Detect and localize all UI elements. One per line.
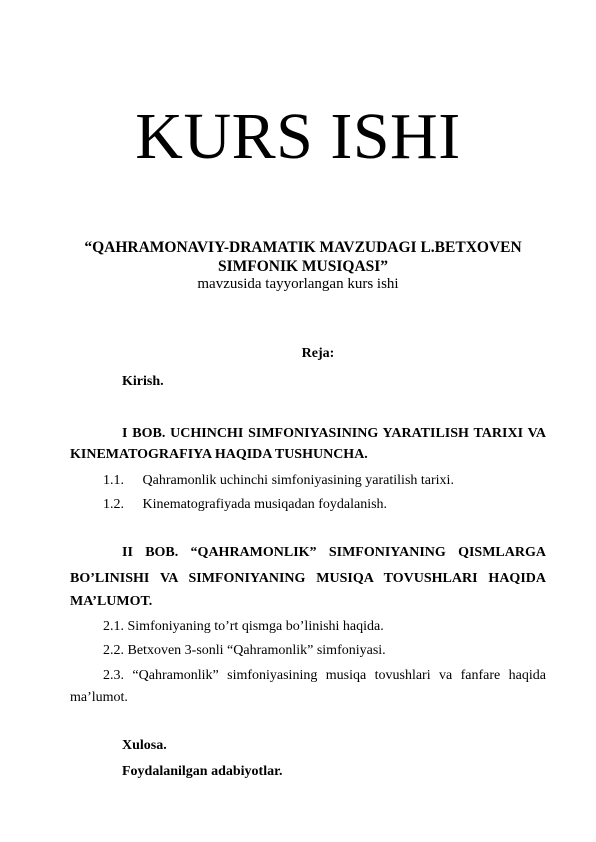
chapter1-heading-line1: I BOB. UCHINCHI SIMFONIYASINING YARATILISH TARIXI VA [122, 426, 546, 441]
chapter2-item3-line2: ma’lumot. [70, 690, 128, 705]
chapter2-item: 2.2. Betxoven 3-sonli “Qahramonlik” simfoniyasi. [103, 643, 386, 658]
item-text: Qahramonlik uchinchi simfoniyasining yaratilish tarixi. [142, 473, 454, 488]
chapter1-item [103, 496, 387, 514]
references-item: Foydalanilgan adabiyotlar. [122, 764, 283, 779]
chapter2-heading-line1: II BOB. “QAHRAMONLIK” SIMFONIYANING QISMLARGA [122, 545, 546, 560]
item-number: 1.1. [103, 473, 124, 488]
chapter1-item [103, 472, 454, 490]
intro-item: Kirish. [122, 374, 164, 389]
conclusion-item: Xulosa. [122, 738, 167, 753]
topic-subtitle: mavzusida tayyorlangan kurs ishi [197, 276, 399, 292]
chapter2-item: 2.1. Simfoniyaning to’rt qismga bo’linishi haqida. [103, 619, 384, 634]
chapter2-item3-line1: 2.3. “Qahramonlik” simfoniyasining musiqa tovushlari va fanfare haqida [103, 668, 546, 683]
item-text: Kinematografiyada musiqadan foydalanish. [142, 497, 388, 512]
chapter2-heading-line3: MA’LUMOT. [70, 594, 153, 609]
document-title: KURS ISHI [135, 100, 461, 173]
chapter2-heading-line2: BO’LINISHI VA SIMFONIYANING MUSIQA TOVUSHLARI HAQIDA [70, 571, 546, 586]
item-number: 1.2. [103, 497, 124, 512]
topic-title: “QAHRAMONAVIY-DRAMATIK MAVZUDAGI L.BETXOVEN SIMFONIK MUSIQASI” [84, 239, 522, 275]
chapter1-heading-line2: KINEMATOGRAFIYA HAQIDA TUSHUNCHA. [70, 447, 368, 462]
plan-heading: Reja: [301, 346, 335, 361]
